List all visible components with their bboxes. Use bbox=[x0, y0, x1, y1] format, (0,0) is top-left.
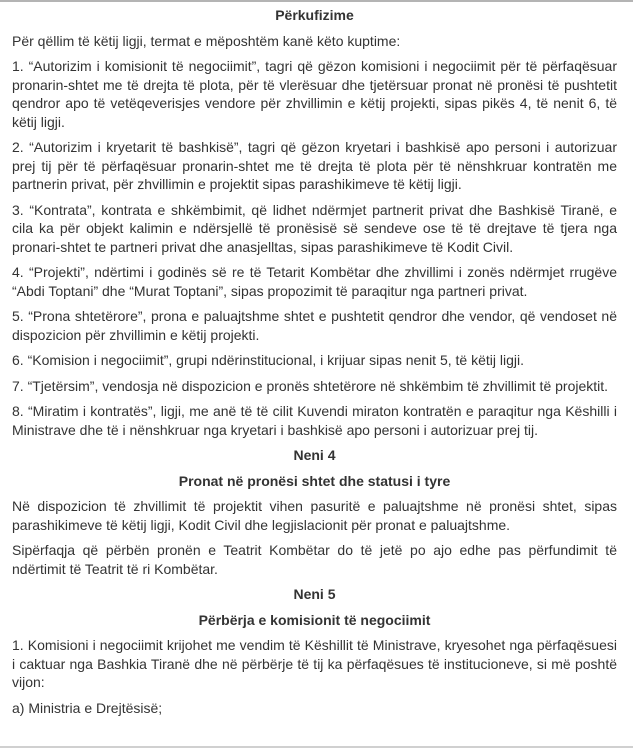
section-heading-perkufizime: Përkufizime bbox=[275, 7, 354, 23]
article-5-paragraph-1: 1. Komisioni i negociimit krijohet me vendim të Këshillit të Ministrave, kryesohet nga përfaqësuesi i caktuar nga Bashkia Tiranë dhe në përbërje të tij ka përfaqësues të institucioneve, si më poshtë vijon: bbox=[12, 637, 617, 690]
definition-4: 4. “Projekti”, ndërtimi i godinës së re të Tetarit Kombëtar dhe zhvillimi i zonës ndërmjet rrugëve “Abdi Toptani” dhe “Murat Toptani”, sipas propozimit të paraqitur nga partneri privat. bbox=[12, 264, 617, 299]
definition-8: 8. “Miratim i kontratës”, ligji, me anë të të cilit Kuvendi miraton kontratën e paraqitur nga Këshilli i Ministrave dhe të i nënshkruar nga kryetari i bashkisë apo personi i autorizuar prej tij. bbox=[12, 403, 617, 438]
definition-5: 5. “Prona shtetërore”, prona e paluajtshme shtet e pushtetit qendror dhe vendor, që vendoset në dispozicion për zhvillimin e këtij projekti. bbox=[12, 308, 617, 343]
article-4-title: Pronat në pronësi shtet dhe statusi i tyre bbox=[178, 472, 451, 489]
intro-paragraph: Për qëllim të këtij ligji, termat e mëposhtëm kanë këto kuptime: bbox=[12, 32, 401, 49]
article-4-number: Neni 4 bbox=[293, 447, 336, 463]
definition-1: 1. “Autorizim i komisionit të negociimit”, tagri që gëzon komisioni i negociimit për të përfaqësuar pronarin-shtet me të drejta të plota, për të vlerësuar dhe tjetërsuar pronat në pronësi të pushtetit qendror apo të vetëqeverisjes vendore për zhvillimin e këtij projekti, sipas pikës 4, të nenit 6, të këtij ligji. bbox=[12, 58, 617, 130]
article-5-title: Përbërja e komisionit të negociimit bbox=[198, 611, 431, 628]
definition-2: 2. “Autorizim i kryetarit të bashkisë”, tagri që gëzon kryetari i bashkisë apo personi i autorizuar prej tij për të përfaqësuar pronarin-shtet me të drejta të plota për të nënshkruar kontratën me partnerin privat, për zhvillimin e projektit sipas parashikimeve të këtij ligji. bbox=[12, 139, 617, 192]
definition-6: 6. “Komision i negociimit”, grupi ndërinstitucional, i krijuar sipas nenit 5, të këtij ligji. bbox=[12, 352, 524, 368]
definition-7: 7. “Tjetërsim”, vendosja në dispozicion e pronës shtetërore në shkëmbim të zhvillimit të projektit. bbox=[12, 377, 609, 394]
article-5-number: Neni 5 bbox=[293, 586, 336, 602]
article-4-paragraph-1: Në dispozicion të zhvillimit të projektit vihen pasuritë e paluajtshme në pronësi shtet, sipas parashikimeve të këtij ligji, Kodit Civil dhe legjislacionit për pronat e paluajtshme. bbox=[12, 498, 617, 533]
article-5-item-a: a) Ministria e Drejtësisë; bbox=[12, 699, 163, 716]
definition-3: 3. “Kontrata”, kontrata e shkëmbimit, që lidhet ndërmjet partnerit privat dhe Bashkisë Tiranë, e cila ka për objekt kalimin e ndërsjellë të pronësisë së sendeve ose të të drejtave të tjera nga pronari-shtet te partneri privat dhe anasjelltas, sipas parashikimeve të Kodit Civil. bbox=[12, 201, 617, 255]
article-4-paragraph-2: Sipërfaqja që përbën pronën e Teatrit Kombëtar do të jetë po ajo edhe pas përfundimit të ndërtimit të Teatrit të ri Kombëtar. bbox=[12, 542, 617, 577]
